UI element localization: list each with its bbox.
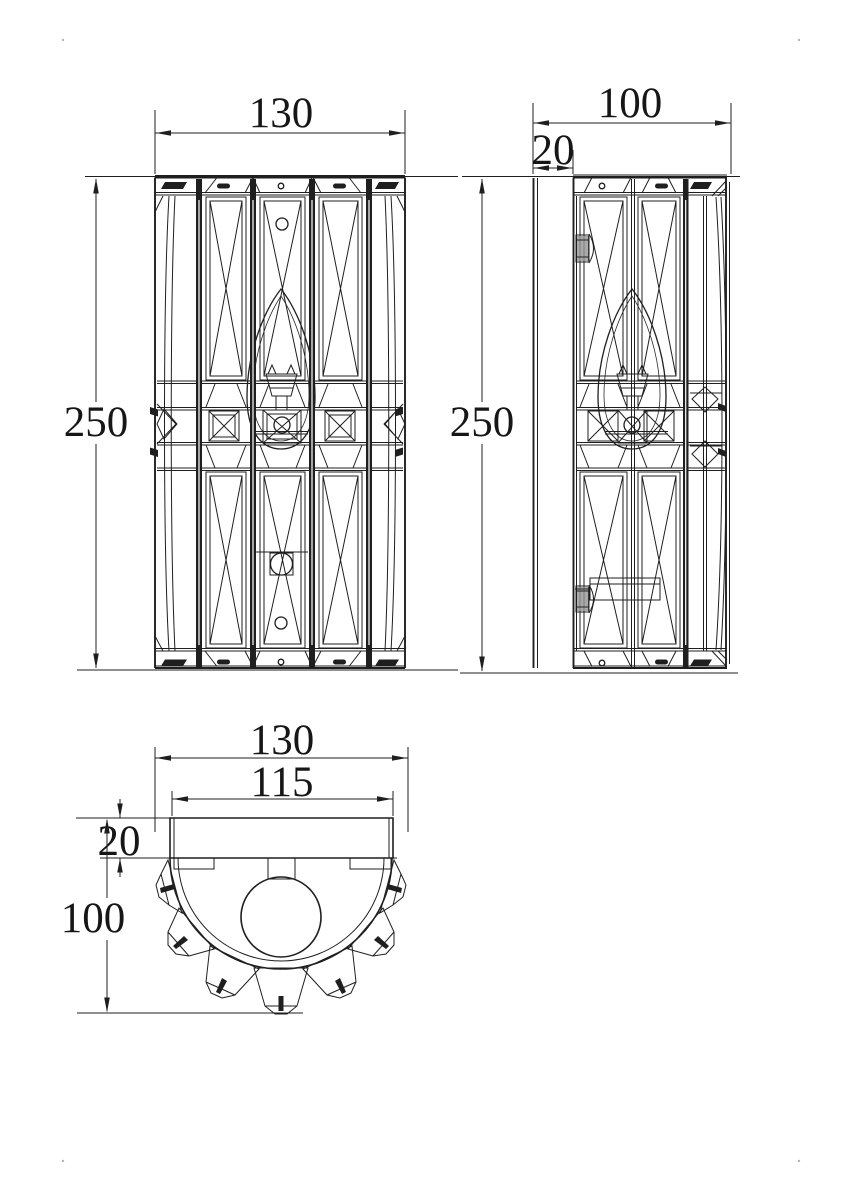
front-dark-marks — [150, 182, 403, 666]
side-crystal-panels — [575, 197, 680, 648]
bottom-plate-width-label: 115 — [250, 759, 314, 806]
bottom-width-label: 130 — [249, 717, 315, 764]
bottom-plate-depth-dimension — [98, 799, 141, 877]
front-height-dimension — [64, 179, 129, 669]
side-backplate-dimension — [532, 127, 575, 174]
side-view — [450, 80, 740, 673]
bottom-facet-marks — [160, 884, 402, 1011]
front-mullions — [196, 179, 372, 667]
front-crystal-panels — [206, 197, 362, 648]
bottom-plate-width-dimension — [172, 759, 393, 816]
bottom-depth-label: 100 — [60, 895, 126, 942]
side-structure-lines — [538, 175, 730, 668]
bottom-glass-inner-arc — [178, 858, 384, 961]
bottom-view — [61, 717, 408, 1014]
bottom-mounting-plate — [170, 818, 393, 858]
front-width-dimension — [155, 90, 405, 174]
bottom-crystal-facets — [156, 860, 406, 1014]
bottom-socket-circle — [241, 877, 321, 957]
side-backplate-label: 20 — [531, 127, 575, 174]
side-depth-label: 100 — [597, 80, 663, 127]
side-height-label: 250 — [449, 399, 515, 446]
knurled-screw-top — [576, 234, 594, 263]
front-height-label: 250 — [63, 399, 129, 446]
front-width-label: 130 — [248, 90, 314, 137]
side-height-dimension — [450, 179, 515, 672]
page-corner-marks — [62, 39, 800, 1162]
bottom-plate-depth-label: 20 — [97, 818, 141, 865]
side-body-outline — [534, 178, 728, 669]
front-view — [64, 90, 458, 670]
